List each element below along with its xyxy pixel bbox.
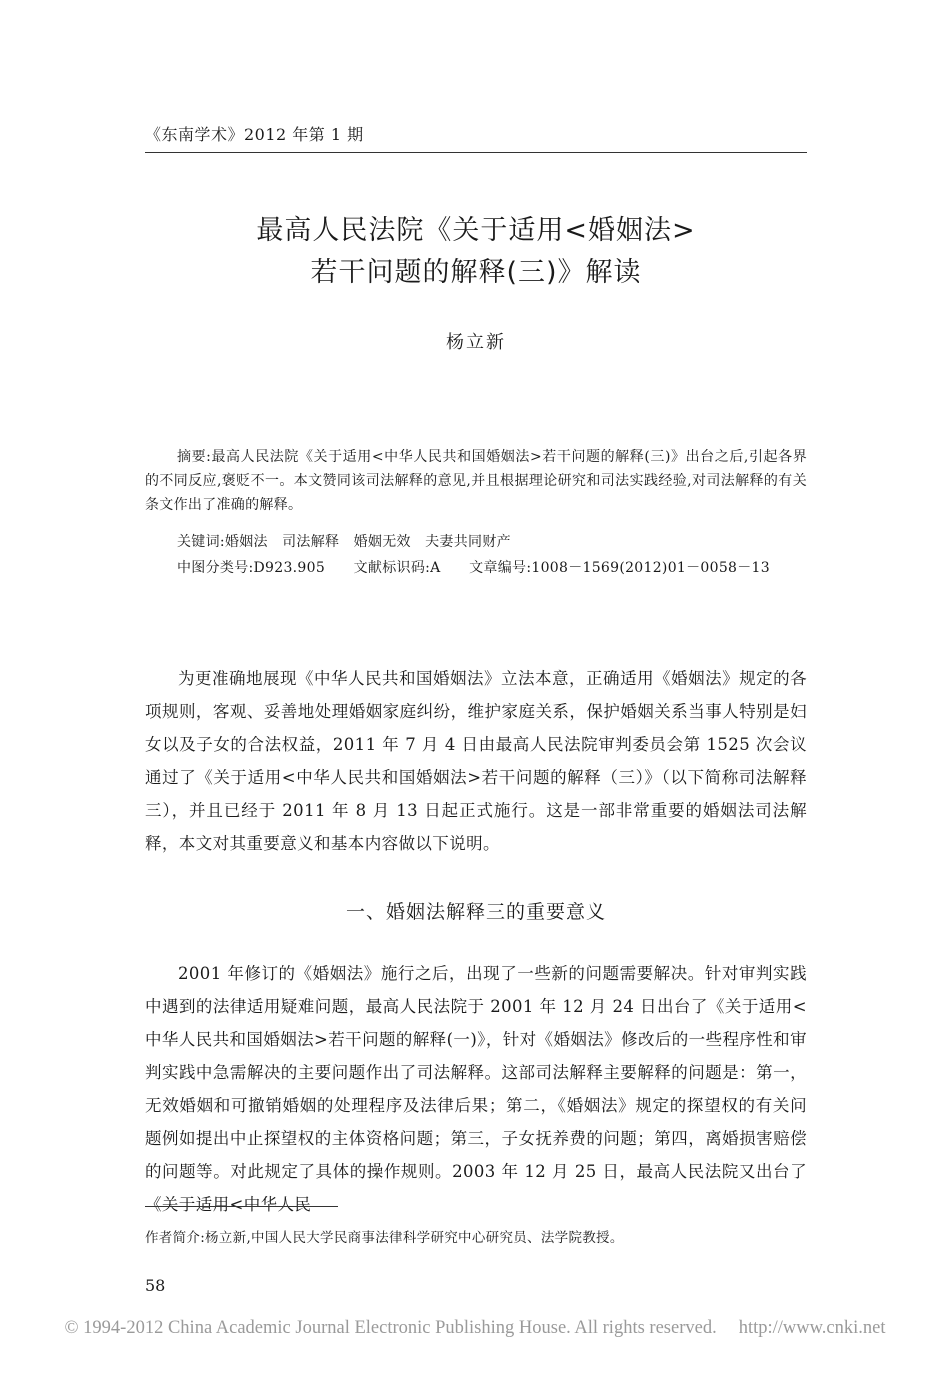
footnote-rule <box>145 1206 338 1207</box>
copyright-watermark <box>0 1318 950 1339</box>
cnki-url[interactable]: http://www.cnki.net <box>738 1318 886 1338</box>
author-footnote: 作者简介:杨立新,中国人民大学民商事法律科学研究中心研究员、法学院教授。 <box>145 1230 624 1246</box>
abstract: 摘要:最高人民法院《关于适用<中华人民共和国婚姻法>若干问题的解释(三)》出台之后,引起各界的不同反应,褒贬不一。本文赞同该司法解释的意见,并且根据理论研究和司法实践经验,对司法解释的有关条文作出了准确的解释。 <box>145 449 807 513</box>
title-line-2: 若干问题的解释(三)》解读 <box>310 257 642 288</box>
page-number: 58 <box>145 1276 166 1295</box>
article-title <box>145 210 807 294</box>
author-name: 杨立新 <box>446 332 506 353</box>
header-rule <box>145 152 807 153</box>
classification-codes: 中图分类号:D923.905 文献标识码:A 文章编号:1008－1569(2012)01－0058－13 <box>177 560 770 576</box>
section-paragraph: 2001 年修订的《婚姻法》施行之后，出现了一些新的问题需要解决。针对审判实践中遇到的法律适用疑难问题，最高人民法院于 2001 年 12 月 24 日出台了《关于适用<中华人民共和国婚姻法>若干问题的解释(一)》，针对《婚姻法》修改后的一些程序性和审判实践中急需解决的主要问题作出了司法解释。这部司法解释主要解释的问题是：第一，无效婚姻和可撤销婚姻的处理程序及法律后果；第二，《婚姻法》规定的探望权的有关问题例如提出中止探望权的主体资格问题；第三，子女抚养费的问题；第四，离婚损害赔偿的问题等。对此规定了具体的操作规则。2003 年 12 月 25 日，最高人民法院又出台了《关于适用<中华人民 <box>145 964 807 1214</box>
title-line-1: 最高人民法院《关于适用<婚姻法> <box>256 215 696 246</box>
section-heading: 一、婚姻法解释三的重要意义 <box>345 901 606 923</box>
keywords: 关键词:婚姻法 司法解释 婚姻无效 夫妻共同财产 <box>177 534 511 550</box>
copyright-text: © 1994-2012 China Academic Journal Electronic Publishing House. All rights reserved. <box>64 1318 717 1338</box>
journal-header: 《东南学术》2012 年第 1 期 <box>145 125 364 144</box>
intro-paragraph: 为更准确地展现《中华人民共和国婚姻法》立法本意，正确适用《婚姻法》规定的各项规则，客观、妥善地处理婚姻家庭纠纷，维护家庭关系，保护婚姻关系当事人特别是妇女以及子女的合法权益，2011 年 7 月 4 日由最高人民法院审判委员会第 1525 次会议通过了《关于适用<中华人民共和国婚姻法>若干问题的解释（三）》（以下简称司法解释三），并且已经于 2011 年 8 月 13 日起正式施行。这是一部非常重要的婚姻法司法解释，本文对其重要意义和基本内容做以下说明。 <box>145 669 807 853</box>
